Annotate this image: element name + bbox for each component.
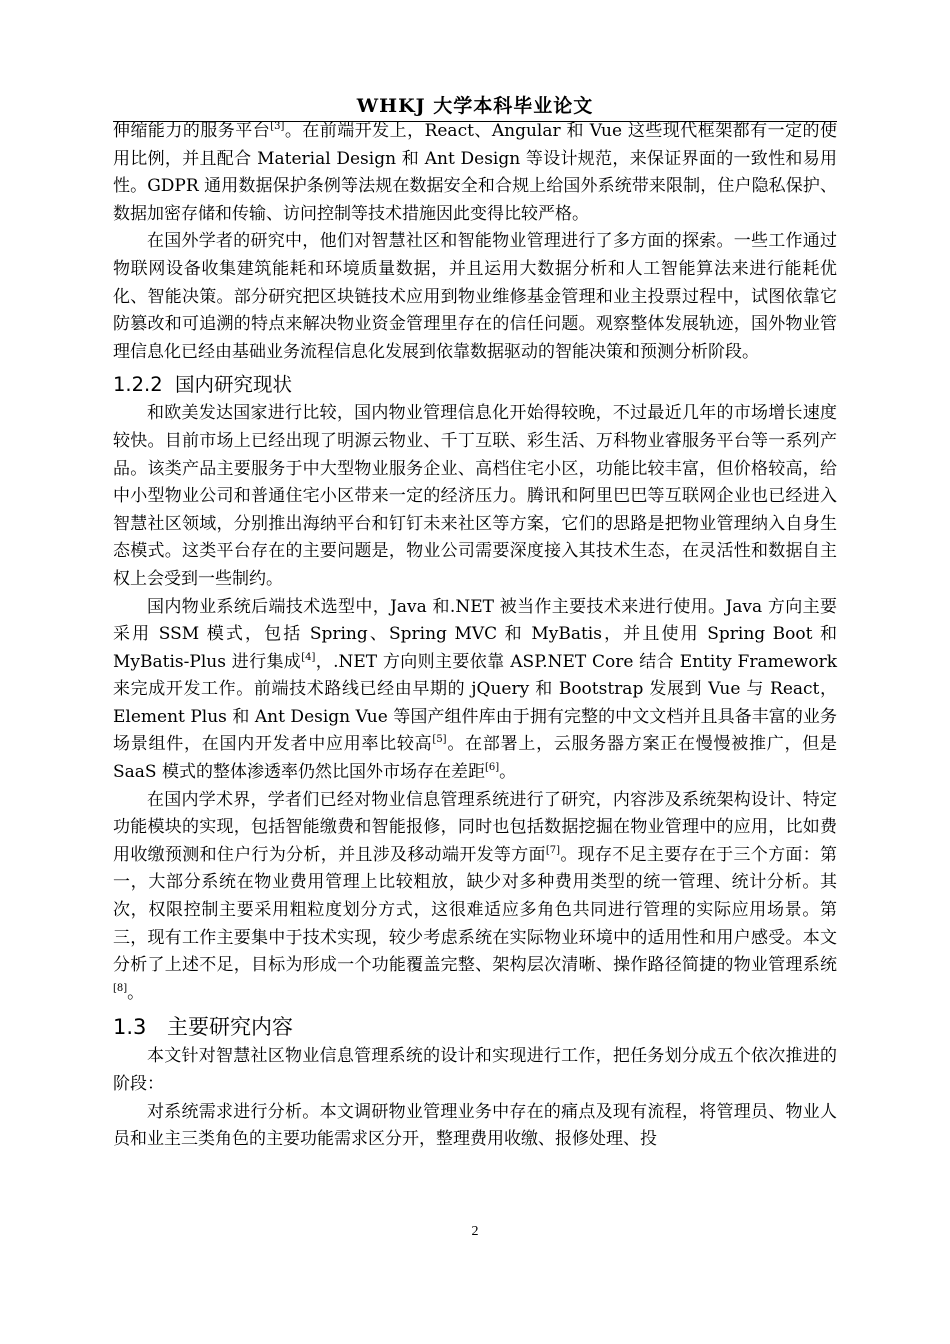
- citation[interactable]: [4]: [301, 651, 316, 663]
- body-text: [113, 118, 837, 1154]
- section-heading: [113, 370, 837, 400]
- citation[interactable]: [5]: [432, 734, 447, 746]
- paragraph: 国内物业系统后端技术选型中，Java 和.NET 被当作主要技术来进行使用。Java 方向主要采用 SSM 模式，包括 Spring、Spring MVC 和 MyBatis，并且使用 Spring Boot 和 MyBatis-Plus 进行集成[4]，.NET 方向则主要依靠 ASP.NET Core 结合 Entity Framework 来完成开发工作。前端技术路线已经由早期的 jQuery 和 Bootstrap 发展到 Vue 与 React，Element Plus 和 Ant Design Vue 等国产组件库由于拥有完整的中文文档并且具备丰富的业务场景组件，在国内开发者中应用率比较高[5]。在部署上，云服务器方案正在慢慢被推广，但是 SaaS 模式的整体渗透率仍然比国外市场存在差距[6]。: [113, 596, 837, 783]
- citation[interactable]: [7]: [545, 844, 560, 856]
- paragraph: 本文针对智慧社区物业信息管理系统的设计和实现进行工作，把任务划分成五个依次推进的阶段：: [113, 1046, 837, 1094]
- section-title: 主要研究内容: [167, 1015, 293, 1040]
- section-number: 1.2.2: [113, 373, 163, 397]
- citation[interactable]: [3]: [270, 121, 285, 132]
- section-number: 1.3: [113, 1015, 147, 1040]
- section-heading: [113, 1011, 837, 1043]
- citation[interactable]: [8]: [113, 982, 128, 994]
- section-title: 国内研究现状: [175, 373, 293, 397]
- paragraph: 在国内学术界，学者们已经对物业信息管理系统进行了研究，内容涉及系统架构设计、特定功能模块的实现，包括智能缴费和智能报修，同时也包括数据挖掘在物业管理中的应用，比如费用收缴预测和住户行为分析，并且涉及移动端开发等方面[7]。现存不足主要存在于三个方面：第一，大部分系统在物业费用管理上比较粗放，缺少对多种费用类型的统一管理、统计分析。其次，权限控制主要采用粗粒度划分方式，这很难适应多角色共同进行管理的实际应用场景。第三，现有工作主要集中于技术实现，较少考虑系统在实际物业环境中的适用性和用户感受。本文分析了上述不足，目标为形成一个功能覆盖完整、架构层次清晰、操作路径简捷的物业管理系统[8]。: [113, 789, 838, 1003]
- running-header: WHKJ 大学本科毕业论文: [356, 95, 594, 117]
- paragraph: 在国外学者的研究中，他们对智慧社区和智能物业管理进行了多方面的探索。一些工作通过物联网设备收集建筑能耗和环境质量数据，并且运用大数据分析和人工智能算法来进行能耗优化、智能决策。部分研究把区块链技术应用到物业维修基金管理和业主投票过程中，试图依靠它防篡改和可追溯的特点来解决物业资金管理里存在的信任问题。观察整体发展轨迹，国外物业管理信息化已经由基础业务流程信息化发展到依靠数据驱动的智能决策和预测分析阶段。: [113, 231, 837, 362]
- paragraph: 伸缩能力的服务平台[3]。在前端开发上，React、Angular 和 Vue 这些现代框架都有一定的使用比例，并且配合 Material Design 和 Ant Design 等设计规范，来保证界面的一致性和易用性。GDPR 通用数据保护条例等法规在数据安全和合规上给国外系统带来限制，住户隐私保护、数据加密存储和传输、访问控制等技术措施因此变得比较严格。: [113, 121, 838, 224]
- paragraph: 对系统需求进行分析。本文调研物业管理业务中存在的痛点及现有流程，将管理员、物业人员和业主三类角色的主要功能需求区分开，整理费用收缴、报修处理、投: [113, 1101, 837, 1150]
- citation[interactable]: [6]: [484, 762, 500, 774]
- paragraph: 和欧美发达国家进行比较，国内物业管理信息化开始得较晚，不过最近几年的市场增长速度较快。目前市场上已经出现了明源云物业、千丁互联、彩生活、万科物业睿服务平台等一系列产品。该类产品主要服务于中大型物业服务企业、高档住宅小区，功能比较丰富，但价格较高，给中小型物业公司和普通住宅小区带来一定的经济压力。腾讯和阿里巴巴等互联网企业也已经进入智慧社区领域，分别推出海纳平台和钉钉未来社区等方案，它们的思路是把物业管理纳入自身生态模式。这类平台存在的主要问题是，物业公司需要深度接入其技术生态，在灵活性和数据自主权上会受到一些制约。: [113, 403, 837, 589]
- page-number: 2: [471, 1224, 479, 1239]
